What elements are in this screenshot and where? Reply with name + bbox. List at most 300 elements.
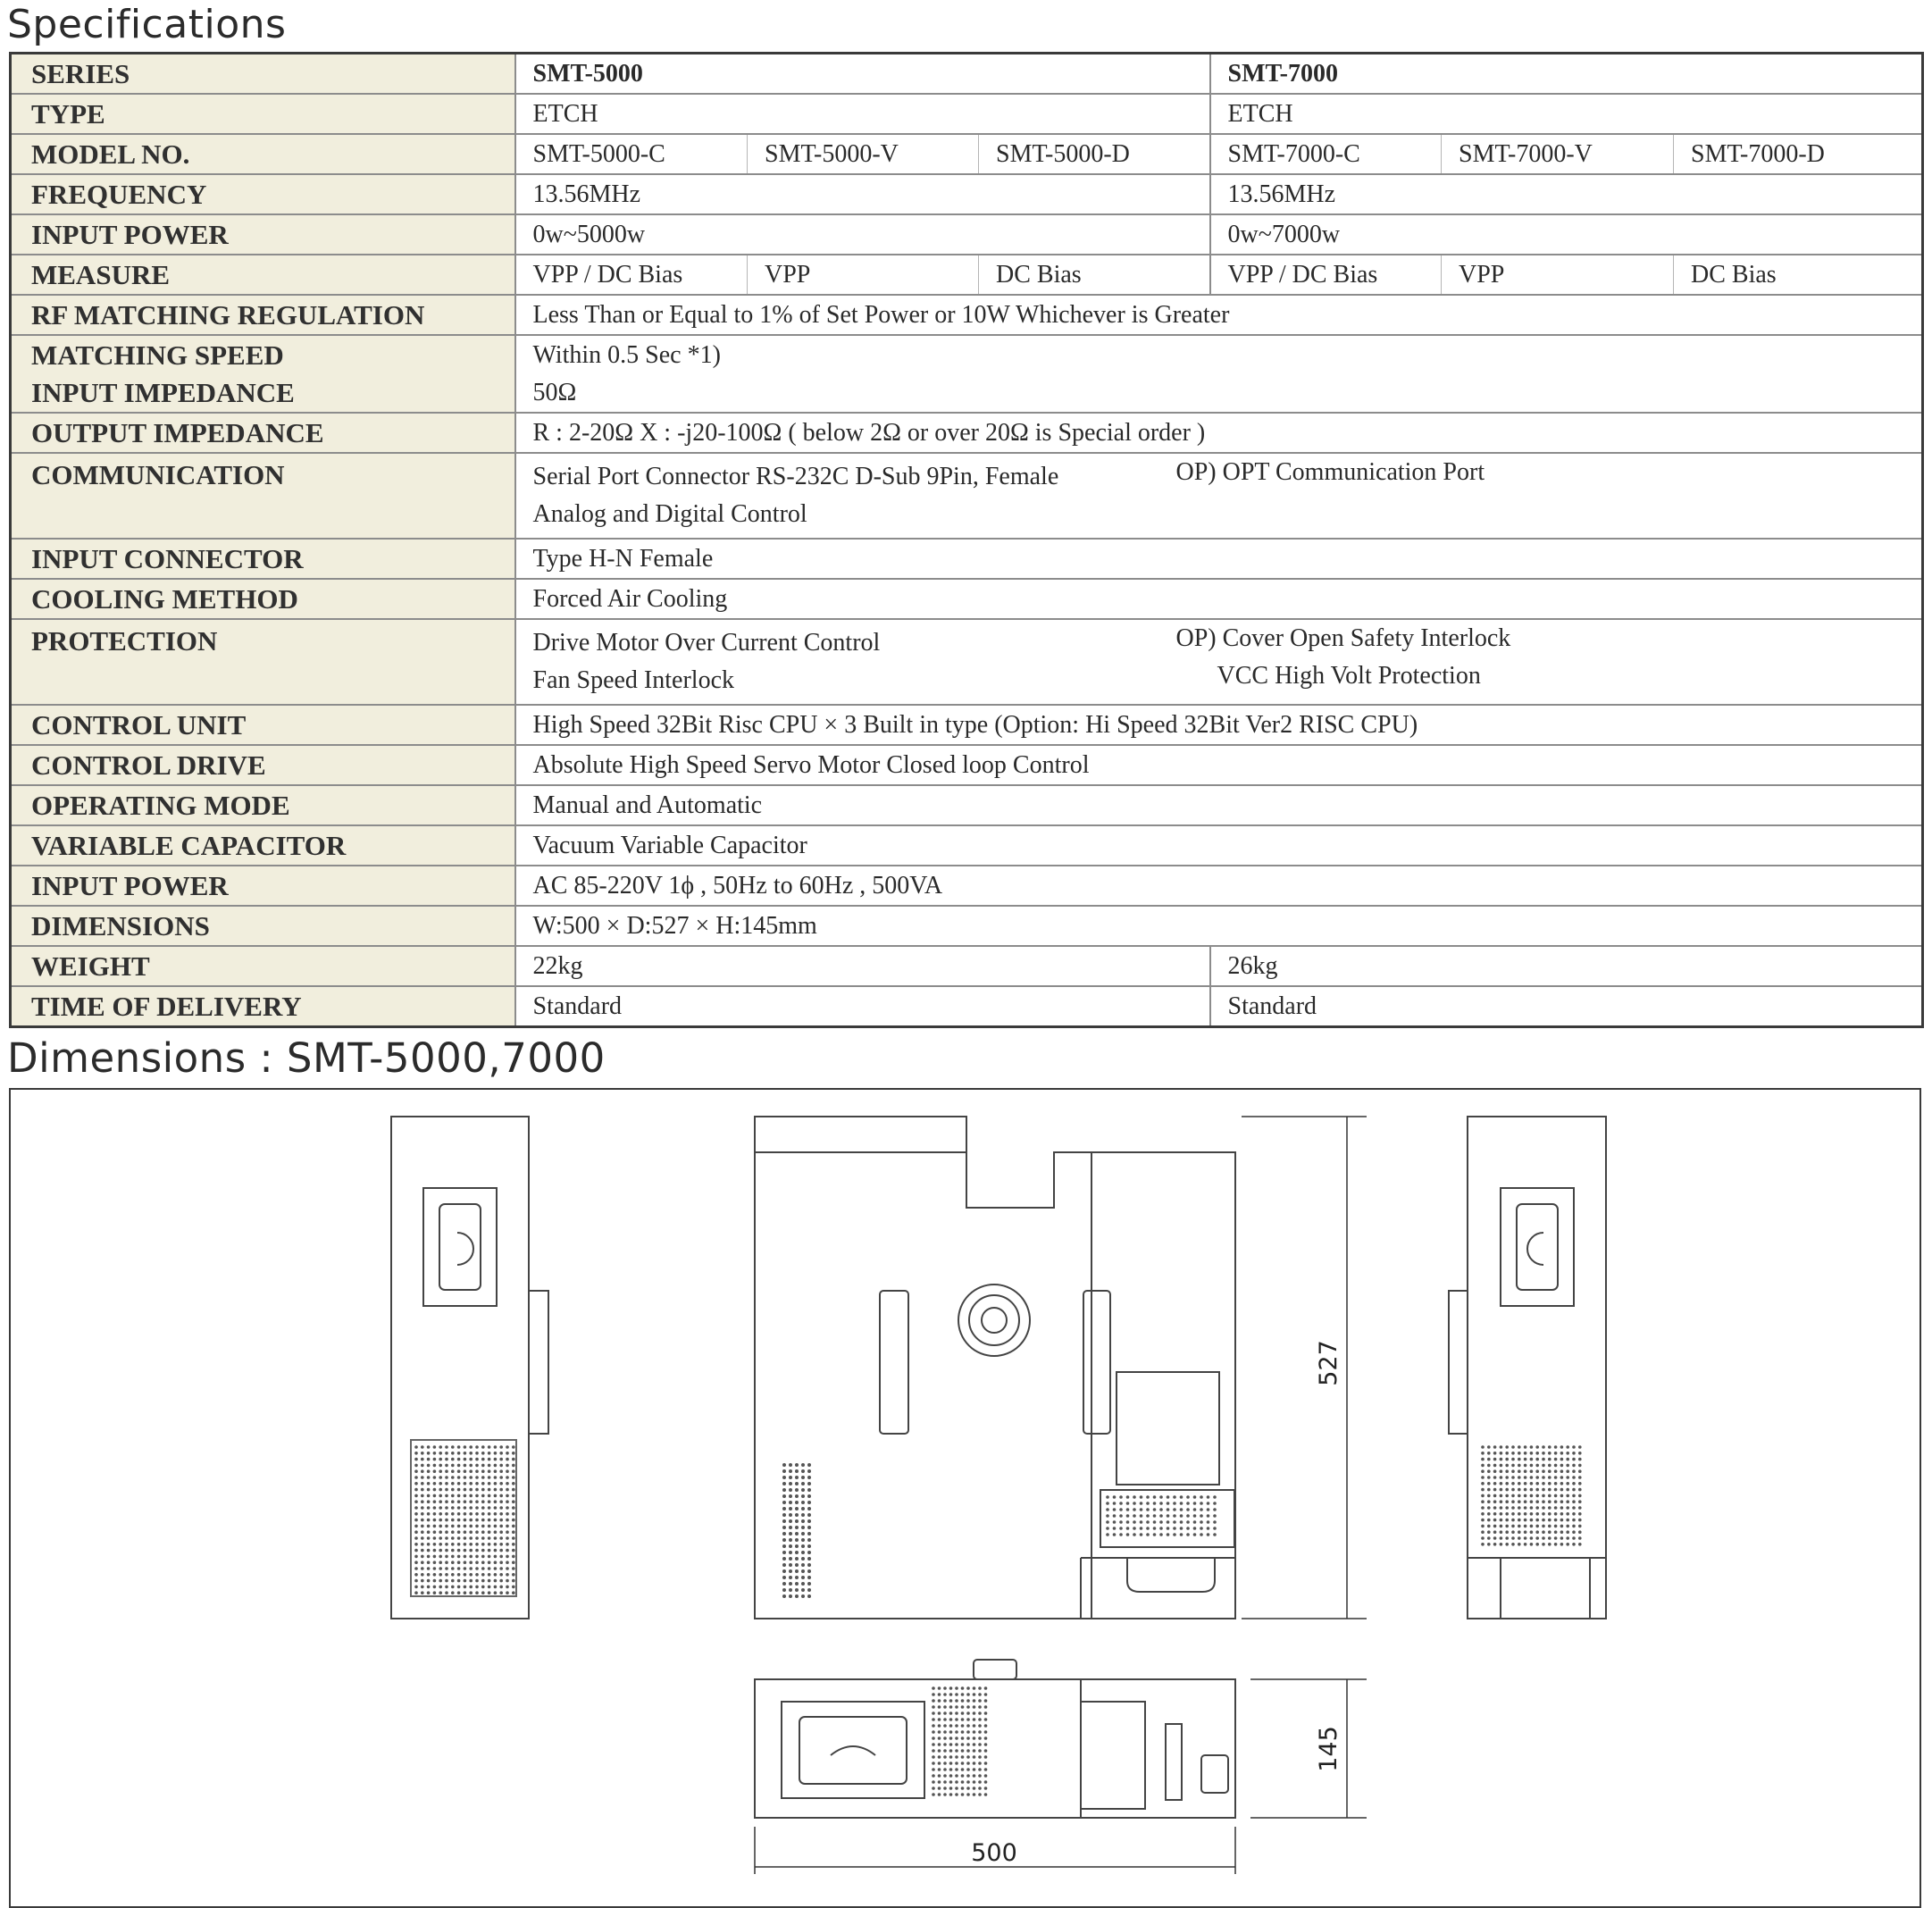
- vent-hole: [1500, 1476, 1503, 1479]
- vent-hole: [1554, 1445, 1558, 1449]
- vent-hole: [1518, 1500, 1521, 1503]
- vent-hole: [807, 1582, 811, 1586]
- vent-hole: [955, 1736, 958, 1740]
- vent-hole: [1560, 1452, 1564, 1455]
- vent-hole: [451, 1555, 455, 1559]
- vent-hole: [1207, 1527, 1210, 1530]
- vent-hole: [1560, 1482, 1564, 1485]
- vent-hole: [506, 1482, 509, 1485]
- vent-hole: [938, 1724, 941, 1728]
- vent-hole: [1481, 1469, 1485, 1473]
- vent-hole: [1180, 1527, 1183, 1530]
- vent-hole: [1113, 1508, 1117, 1511]
- vent-hole: [1159, 1520, 1163, 1524]
- vent-hole: [961, 1793, 965, 1796]
- vent-hole: [782, 1519, 786, 1523]
- vent-hole: [1153, 1520, 1157, 1524]
- vent-hole: [1578, 1500, 1582, 1503]
- vent-hole: [445, 1586, 448, 1589]
- vent-hole: [938, 1774, 941, 1778]
- vent-hole: [1554, 1464, 1558, 1468]
- vent-hole: [464, 1530, 467, 1534]
- vent-hole: [457, 1500, 461, 1503]
- vent-hole: [457, 1506, 461, 1510]
- vent-hole: [1518, 1519, 1521, 1522]
- label-matching-speed: MATCHING SPEED: [11, 335, 515, 374]
- vent-hole: [943, 1749, 947, 1753]
- vent-hole: [1554, 1506, 1558, 1510]
- vent-hole: [1487, 1543, 1491, 1546]
- vent-hole: [499, 1573, 503, 1577]
- vent-hole: [1548, 1469, 1551, 1473]
- vent-hole: [439, 1452, 442, 1455]
- vent-hole: [1193, 1520, 1197, 1524]
- vent-hole: [427, 1506, 431, 1510]
- vent-hole: [445, 1567, 448, 1570]
- vent-hole: [1572, 1512, 1576, 1516]
- vent-hole: [1518, 1512, 1521, 1516]
- vent-hole: [1566, 1500, 1569, 1503]
- vent-hole: [421, 1445, 424, 1449]
- vent-hole: [464, 1519, 467, 1522]
- vent-hole: [488, 1536, 491, 1540]
- vent-hole: [1524, 1452, 1527, 1455]
- vent-hole: [451, 1573, 455, 1577]
- vent-hole: [1505, 1530, 1509, 1534]
- vent-hole: [1487, 1536, 1491, 1540]
- vent-hole: [807, 1526, 811, 1529]
- frequency-7000: 13.56MHz: [1210, 174, 1923, 214]
- vent-hole: [1487, 1452, 1491, 1455]
- vent-hole: [1511, 1482, 1515, 1485]
- vent-hole: [421, 1469, 424, 1473]
- vent-hole: [1126, 1502, 1130, 1505]
- vent-hole: [1572, 1500, 1576, 1503]
- vent-hole: [984, 1736, 988, 1740]
- vent-hole: [807, 1513, 811, 1517]
- vent-hole: [1487, 1512, 1491, 1516]
- vent-hole: [1511, 1500, 1515, 1503]
- vent-hole: [1500, 1488, 1503, 1492]
- vent-hole: [949, 1774, 953, 1778]
- vent-hole: [1505, 1506, 1509, 1510]
- vent-hole: [932, 1711, 935, 1715]
- vent-hole: [1518, 1506, 1521, 1510]
- vent-hole: [949, 1699, 953, 1703]
- vent-hole: [789, 1576, 792, 1579]
- vent-hole: [1518, 1476, 1521, 1479]
- vent-hole: [433, 1494, 437, 1498]
- vent-hole: [807, 1544, 811, 1548]
- vent-hole: [1133, 1495, 1136, 1499]
- model-cell: SMT-5000-V: [748, 134, 979, 174]
- vent-hole: [475, 1536, 479, 1540]
- vent-hole: [512, 1579, 515, 1583]
- vent-hole: [499, 1500, 503, 1503]
- vent-hole: [1113, 1527, 1117, 1530]
- vent-hole: [807, 1519, 811, 1523]
- vent-hole: [421, 1452, 424, 1455]
- vent-hole: [795, 1557, 799, 1561]
- vent-hole: [1578, 1512, 1582, 1516]
- vent-hole: [512, 1543, 515, 1546]
- vent-hole: [1207, 1495, 1210, 1499]
- vent-hole: [949, 1736, 953, 1740]
- vent-hole: [789, 1526, 792, 1529]
- vent-hole: [445, 1549, 448, 1552]
- vent-hole: [499, 1512, 503, 1516]
- vent-hole: [445, 1494, 448, 1498]
- vent-hole: [973, 1686, 976, 1690]
- vent-hole: [1505, 1525, 1509, 1528]
- vent-hole: [427, 1452, 431, 1455]
- protection-op-2: VCC High Volt Protection: [1217, 662, 1481, 690]
- vent-hole: [1518, 1494, 1521, 1498]
- vent-hole: [973, 1699, 976, 1703]
- vent-hole: [488, 1567, 491, 1570]
- vent-hole: [451, 1536, 455, 1540]
- vent-hole: [807, 1557, 811, 1561]
- vent-hole: [1173, 1520, 1176, 1524]
- vent-hole: [961, 1736, 965, 1740]
- vent-hole: [973, 1793, 976, 1796]
- vent-hole: [1500, 1469, 1503, 1473]
- vent-hole: [943, 1743, 947, 1746]
- vent-hole: [795, 1551, 799, 1554]
- vent-hole: [1113, 1514, 1117, 1518]
- vent-hole: [1535, 1476, 1539, 1479]
- vent-hole: [807, 1594, 811, 1598]
- vent-hole: [807, 1476, 811, 1479]
- vent-hole: [1548, 1519, 1551, 1522]
- vent-hole: [1487, 1469, 1491, 1473]
- vent-hole: [801, 1482, 805, 1485]
- vent-hole: [439, 1586, 442, 1589]
- vent-hole: [789, 1582, 792, 1586]
- vent-hole: [1159, 1527, 1163, 1530]
- vent-hole: [481, 1476, 485, 1479]
- vent-hole: [1542, 1494, 1545, 1498]
- vent-hole: [469, 1555, 473, 1559]
- vent-hole: [1487, 1525, 1491, 1528]
- vent-hole: [494, 1555, 498, 1559]
- vent-hole: [984, 1730, 988, 1734]
- vent-hole: [1186, 1502, 1190, 1505]
- vent-hole: [414, 1586, 418, 1589]
- series-smt-5000: SMT-5000: [515, 54, 1210, 95]
- vent-hole: [427, 1530, 431, 1534]
- vent-hole: [1530, 1458, 1534, 1461]
- vent-hole: [807, 1469, 811, 1473]
- vent-hole: [943, 1774, 947, 1778]
- vent-hole: [789, 1463, 792, 1467]
- vent-hole: [457, 1561, 461, 1564]
- vent-hole: [1487, 1500, 1491, 1503]
- vent-hole: [1524, 1506, 1527, 1510]
- vent-hole: [494, 1469, 498, 1473]
- vent-hole: [457, 1482, 461, 1485]
- vent-hole: [445, 1506, 448, 1510]
- vent-hole: [966, 1762, 970, 1765]
- vent-hole: [494, 1494, 498, 1498]
- cooling-value: Forced Air Cooling: [515, 579, 1923, 619]
- vent-hole: [469, 1482, 473, 1485]
- vent-hole: [512, 1536, 515, 1540]
- vent-hole: [1186, 1508, 1190, 1511]
- vent-hole: [1518, 1536, 1521, 1540]
- vent-hole: [457, 1476, 461, 1479]
- vent-hole: [494, 1488, 498, 1492]
- vent-hole: [439, 1445, 442, 1449]
- vent-hole: [801, 1526, 805, 1529]
- vent-hole: [464, 1500, 467, 1503]
- protection-line-1: Drive Motor Over Current Control: [532, 629, 881, 657]
- vent-hole: [414, 1506, 418, 1510]
- type-7000: ETCH: [1210, 94, 1923, 134]
- vent-hole: [1554, 1536, 1558, 1540]
- vent-hole: [782, 1501, 786, 1504]
- vent-hole: [795, 1513, 799, 1517]
- vent-hole: [469, 1512, 473, 1516]
- vent-hole: [1119, 1527, 1123, 1530]
- vent-hole: [966, 1755, 970, 1759]
- vent-hole: [445, 1476, 448, 1479]
- vent-hole: [782, 1563, 786, 1567]
- vent-hole: [488, 1555, 491, 1559]
- vent-hole: [966, 1768, 970, 1771]
- vent-hole: [475, 1543, 479, 1546]
- vent-hole: [499, 1586, 503, 1589]
- vent-hole: [1511, 1452, 1515, 1455]
- vent-hole: [421, 1512, 424, 1516]
- vent-hole: [1481, 1464, 1485, 1468]
- vent-hole: [1106, 1527, 1109, 1530]
- vent-hole: [414, 1579, 418, 1583]
- vent-hole: [427, 1543, 431, 1546]
- vent-hole: [1106, 1520, 1109, 1524]
- vent-hole: [1535, 1543, 1539, 1546]
- vent-hole: [1566, 1469, 1569, 1473]
- vent-hole: [427, 1469, 431, 1473]
- vent-hole: [1518, 1525, 1521, 1528]
- vent-hole: [464, 1494, 467, 1498]
- vent-hole: [499, 1567, 503, 1570]
- vent-hole: [469, 1536, 473, 1540]
- vent-hole: [457, 1488, 461, 1492]
- vent-hole: [494, 1573, 498, 1577]
- vent-hole: [1500, 1500, 1503, 1503]
- vent-hole: [807, 1494, 811, 1498]
- vent-hole: [1530, 1494, 1534, 1498]
- vent-hole: [978, 1793, 982, 1796]
- vent-hole: [421, 1573, 424, 1577]
- vent-hole: [1180, 1502, 1183, 1505]
- vent-hole: [1146, 1502, 1150, 1505]
- vent-hole: [1493, 1469, 1497, 1473]
- vent-hole: [481, 1549, 485, 1552]
- vent-hole: [512, 1482, 515, 1485]
- vent-hole: [795, 1519, 799, 1523]
- vent-hole: [966, 1705, 970, 1709]
- vent-hole: [488, 1482, 491, 1485]
- vent-hole: [451, 1452, 455, 1455]
- vent-hole: [469, 1452, 473, 1455]
- vent-hole: [789, 1594, 792, 1598]
- label-delivery: TIME OF DELIVERY: [11, 986, 515, 1027]
- vent-hole: [469, 1506, 473, 1510]
- vent-hole: [1505, 1500, 1509, 1503]
- vent-hole: [481, 1525, 485, 1528]
- vent-hole: [1572, 1445, 1576, 1449]
- vent-hole: [457, 1536, 461, 1540]
- vent-hole: [1548, 1512, 1551, 1516]
- vent-hole: [1542, 1500, 1545, 1503]
- vent-hole: [506, 1452, 509, 1455]
- vent-hole: [506, 1561, 509, 1564]
- vent-hole: [1535, 1500, 1539, 1503]
- vent-hole: [488, 1452, 491, 1455]
- vent-hole: [1493, 1525, 1497, 1528]
- vent-hole: [439, 1464, 442, 1468]
- vent-hole: [1560, 1469, 1564, 1473]
- vent-hole: [1500, 1482, 1503, 1485]
- vent-hole: [427, 1500, 431, 1503]
- vent-hole: [1186, 1495, 1190, 1499]
- label-input-impedance: INPUT IMPEDANCE: [11, 374, 515, 413]
- matching-speed-value: Within 0.5 Sec *1): [532, 340, 721, 369]
- vent-hole: [801, 1494, 805, 1498]
- vent-hole: [451, 1464, 455, 1468]
- vent-hole: [1133, 1502, 1136, 1505]
- vent-hole: [1566, 1464, 1569, 1468]
- vent-hole: [1578, 1482, 1582, 1485]
- vent-hole: [1481, 1452, 1485, 1455]
- vent-hole: [427, 1519, 431, 1522]
- vent-hole: [457, 1555, 461, 1559]
- vent-hole: [943, 1699, 947, 1703]
- vent-hole: [488, 1561, 491, 1564]
- vent-hole: [1554, 1525, 1558, 1528]
- vent-hole: [506, 1464, 509, 1468]
- vent-hole: [1200, 1514, 1203, 1518]
- vent-hole: [961, 1780, 965, 1784]
- vent-hole: [801, 1544, 805, 1548]
- vent-hole: [978, 1762, 982, 1765]
- vent-hole: [1193, 1508, 1197, 1511]
- vent-hole: [1524, 1525, 1527, 1528]
- vent-hole: [984, 1793, 988, 1796]
- vent-hole: [938, 1718, 941, 1721]
- vent-hole: [494, 1549, 498, 1552]
- vent-hole: [469, 1476, 473, 1479]
- vent-hole: [1554, 1476, 1558, 1479]
- vent-hole: [949, 1686, 953, 1690]
- vent-hole: [795, 1563, 799, 1567]
- vent-hole: [451, 1445, 455, 1449]
- vent-hole: [795, 1507, 799, 1510]
- vent-hole: [801, 1532, 805, 1536]
- vent-hole: [1578, 1452, 1582, 1455]
- vent-hole: [1548, 1543, 1551, 1546]
- vent-hole: [494, 1591, 498, 1594]
- vent-hole: [955, 1787, 958, 1790]
- vent-hole: [932, 1755, 935, 1759]
- vent-hole: [421, 1476, 424, 1479]
- vent-hole: [1560, 1494, 1564, 1498]
- dimensions-value: W:500 × D:527 × H:145mm: [515, 906, 1923, 946]
- vent-hole: [932, 1793, 935, 1796]
- rf-matching-value: Less Than or Equal to 1% of Set Power or 10W Whichever is Greater: [515, 295, 1923, 335]
- vent-hole: [457, 1452, 461, 1455]
- vent-hole: [955, 1762, 958, 1765]
- vent-hole: [494, 1519, 498, 1522]
- vent-hole: [807, 1563, 811, 1567]
- vent-hole: [512, 1530, 515, 1534]
- vent-hole: [421, 1458, 424, 1461]
- vent-hole: [1193, 1527, 1197, 1530]
- label-weight: WEIGHT: [11, 946, 515, 986]
- vent-hole: [1505, 1512, 1509, 1516]
- vent-hole: [1566, 1476, 1569, 1479]
- vent-hole: [795, 1526, 799, 1529]
- vent-hole: [481, 1445, 485, 1449]
- vent-hole: [1511, 1458, 1515, 1461]
- dim-height-label: 145: [1315, 1726, 1342, 1772]
- operating-mode-value: Manual and Automatic: [515, 785, 1923, 825]
- vent-hole: [451, 1586, 455, 1589]
- vent-hole: [433, 1530, 437, 1534]
- vent-hole: [789, 1469, 792, 1473]
- vent-hole: [464, 1482, 467, 1485]
- vent-hole: [1542, 1458, 1545, 1461]
- vent-hole: [439, 1579, 442, 1583]
- vent-hole: [469, 1464, 473, 1468]
- vent-hole: [1481, 1500, 1485, 1503]
- vent-hole: [1505, 1464, 1509, 1468]
- vent-hole: [1106, 1495, 1109, 1499]
- vent-hole: [782, 1476, 786, 1479]
- vent-hole: [464, 1573, 467, 1577]
- vent-hole: [488, 1519, 491, 1522]
- vent-hole: [1572, 1476, 1576, 1479]
- vent-hole: [481, 1579, 485, 1583]
- vent-hole: [789, 1588, 792, 1592]
- vent-hole: [469, 1469, 473, 1473]
- vent-hole: [1173, 1533, 1176, 1536]
- vent-hole: [1578, 1476, 1582, 1479]
- vent-hole: [475, 1549, 479, 1552]
- vent-hole: [1560, 1445, 1564, 1449]
- vent-hole: [978, 1787, 982, 1790]
- vent-hole: [795, 1576, 799, 1579]
- vent-hole: [966, 1730, 970, 1734]
- label-input-connector: INPUT CONNECTOR: [11, 539, 515, 579]
- vent-hole: [464, 1445, 467, 1449]
- vent-hole: [439, 1512, 442, 1516]
- label-type: TYPE: [11, 94, 515, 134]
- vent-hole: [1530, 1500, 1534, 1503]
- vent-hole: [1542, 1530, 1545, 1534]
- vent-hole: [1530, 1543, 1534, 1546]
- vent-hole: [414, 1494, 418, 1498]
- input-power-ac-value: AC 85-220V 1ϕ , 50Hz to 60Hz , 500VA: [515, 866, 1923, 906]
- vent-hole: [801, 1588, 805, 1592]
- vent-hole: [1566, 1519, 1569, 1522]
- vent-hole: [978, 1774, 982, 1778]
- vent-hole: [451, 1469, 455, 1473]
- vent-hole: [1213, 1520, 1217, 1524]
- input-power-5000: 0w~5000w: [515, 214, 1210, 255]
